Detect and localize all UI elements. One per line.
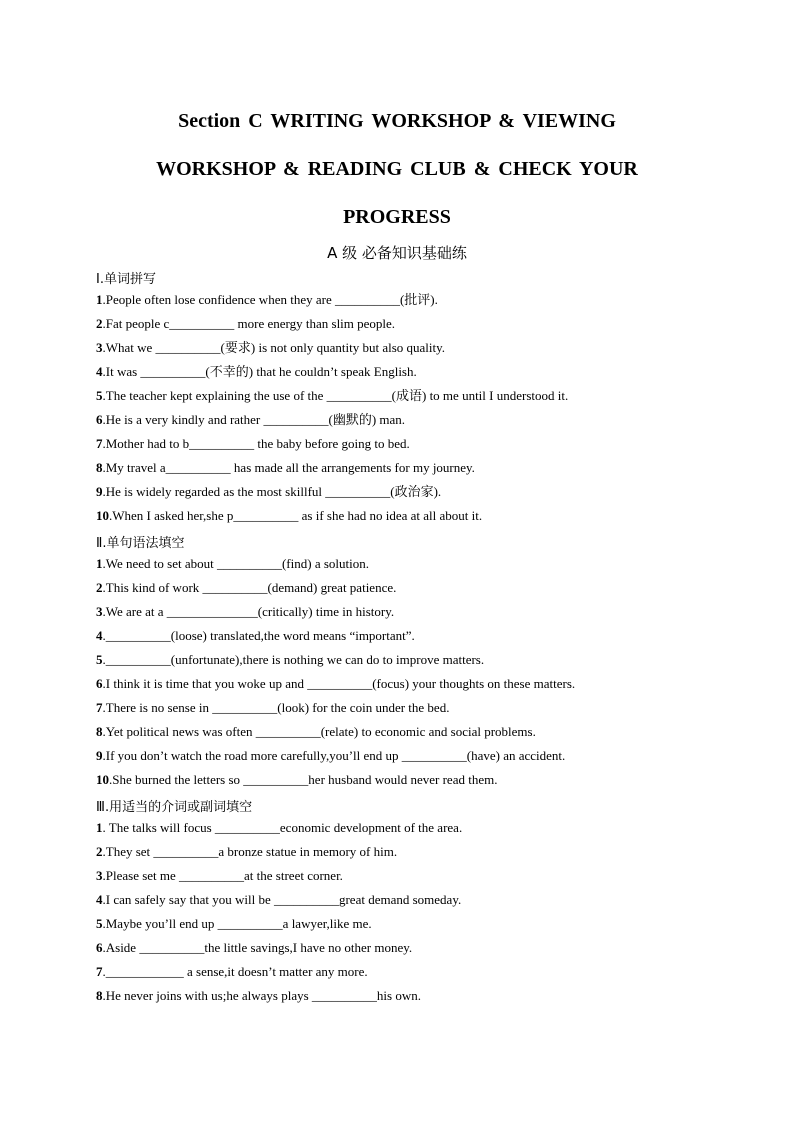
- list-item: 4.It was __________(不幸的) that he couldn’t speak English.: [96, 364, 417, 379]
- list-item: 1.People often lose confidence when they are __________(批评).: [96, 292, 438, 307]
- list-item: 8.He never joins with us;he always plays __________his own.: [96, 988, 421, 1003]
- list-item: 5.The teacher kept explaining the use of the __________(成语) to me until I understood it.: [96, 388, 569, 403]
- list-item: 1.We need to set about __________(find) a solution.: [96, 556, 369, 571]
- subtitle: A 级 必备知识基础练: [327, 244, 467, 262]
- list-item: 5.__________(unfortunate),there is nothing we can do to improve matters.: [96, 652, 485, 667]
- section-heading-1: Ⅰ.单词拼写: [96, 272, 156, 287]
- list-item: 7.Mother had to b__________ the baby before going to bed.: [96, 436, 410, 451]
- list-item: 10.She burned the letters so __________her husband would never read them.: [96, 772, 498, 787]
- title-line-2: WORKSHOP & READING CLUB & CHECK YOUR: [156, 158, 638, 180]
- list-item: 2.Fat people c__________ more energy than slim people.: [96, 316, 396, 331]
- list-item: 3.Please set me __________at the street corner.: [96, 868, 343, 883]
- list-item: 4.I can safely say that you will be __________great demand someday.: [96, 892, 462, 907]
- list-item: 10.When I asked her,she p__________ as if she had no idea at all about it.: [96, 508, 483, 523]
- list-item: 3.What we __________(要求) is not only quantity but also quality.: [96, 340, 446, 355]
- list-item: 2.They set __________a bronze statue in memory of him.: [96, 844, 398, 859]
- list-item: 4.__________(loose) translated,the word means “important”.: [96, 628, 415, 643]
- section-heading-3: Ⅲ.用适当的介词或副词填空: [96, 800, 253, 815]
- list-item: 6.Aside __________the little savings,I have no other money.: [96, 940, 413, 955]
- list-item: 8.My travel a__________ has made all the arrangements for my journey.: [96, 460, 475, 475]
- list-item: 3.We are at a ______________(critically) time in history.: [96, 604, 395, 619]
- list-item: 6.He is a very kindly and rather __________(幽默的) man.: [96, 412, 406, 427]
- title-line-3: PROGRESS: [343, 206, 451, 228]
- list-item: 1. The talks will focus __________economic development of the area.: [96, 820, 463, 835]
- list-item: 5.Maybe you’ll end up __________a lawyer,like me.: [96, 916, 372, 931]
- list-item: 2.This kind of work __________(demand) great patience.: [96, 580, 397, 595]
- title-line-1: Section C WRITING WORKSHOP & VIEWING: [178, 110, 616, 132]
- list-item: 9.He is widely regarded as the most skillful __________(政治家).: [96, 484, 442, 499]
- list-item: 9.If you don’t watch the road more carefully,you’ll end up __________(have) an accident.: [96, 748, 566, 763]
- list-item: 8.Yet political news was often __________(relate) to economic and social problems.: [96, 724, 536, 739]
- list-item: 6.I think it is time that you woke up and __________(focus) your thoughts on these matters.: [96, 676, 576, 691]
- section-heading-2: Ⅱ.单句语法填空: [96, 536, 185, 551]
- list-item: 7.____________ a sense,it doesn’t matter any more.: [96, 964, 368, 979]
- list-item: 7.There is no sense in __________(look) for the coin under the bed.: [96, 700, 450, 715]
